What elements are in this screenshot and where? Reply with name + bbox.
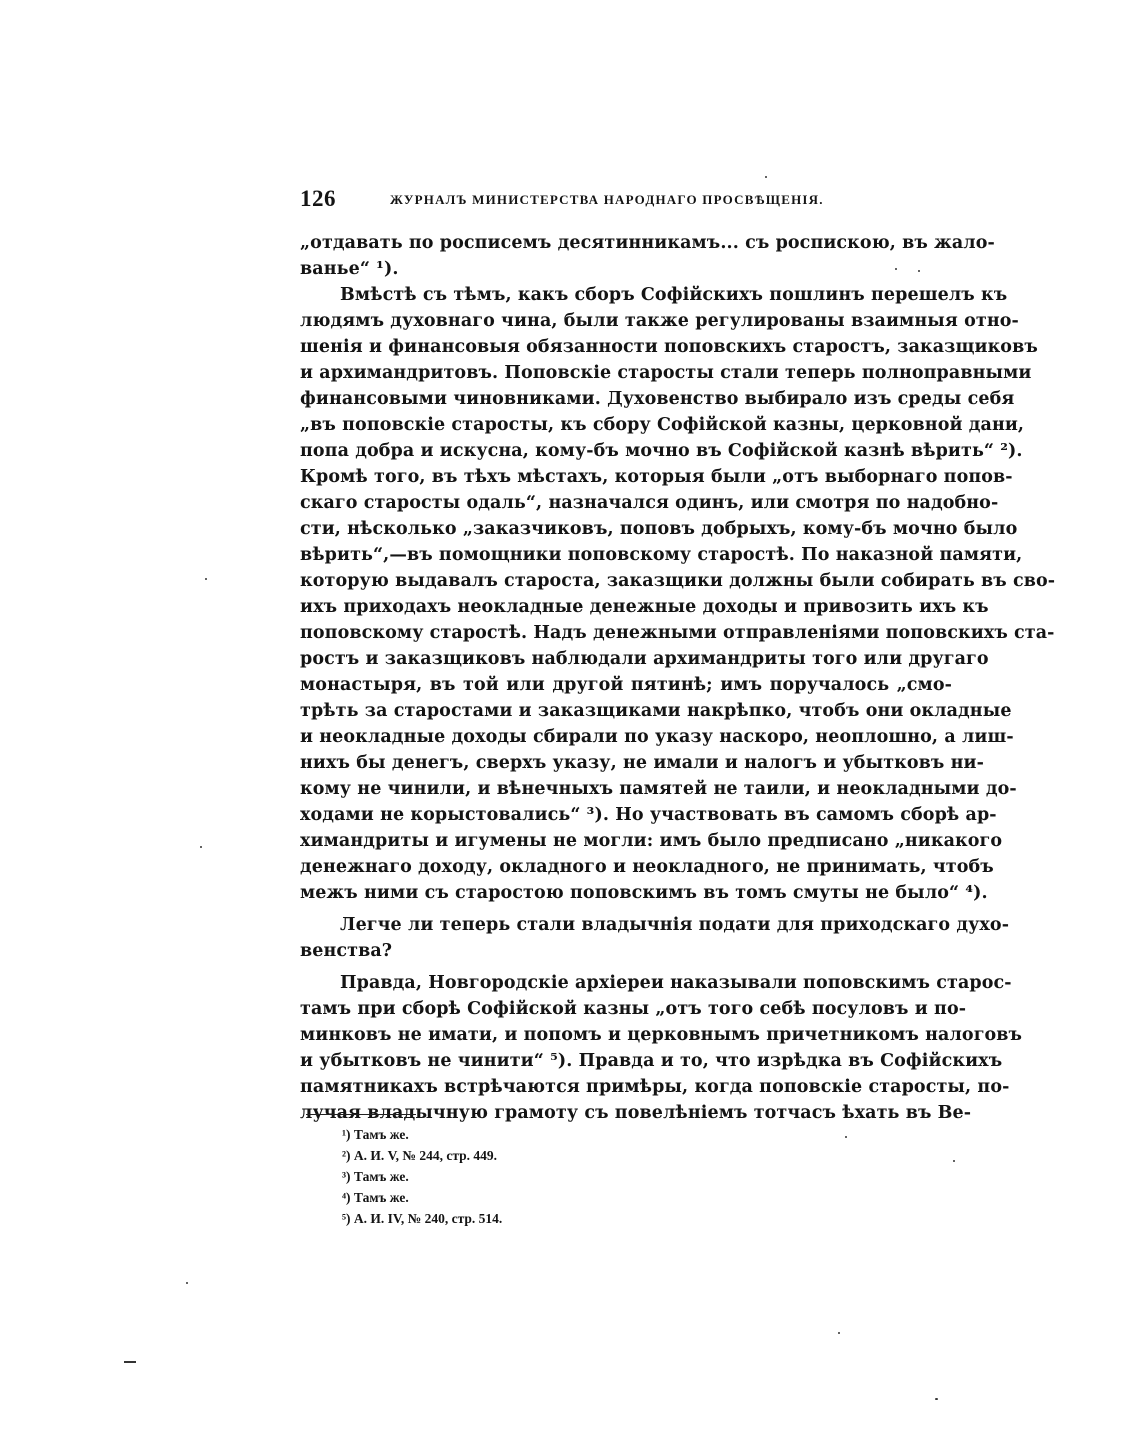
scan-speck: [200, 846, 202, 848]
scan-speck: [918, 270, 920, 272]
text-line: и архимандритовъ. Поповскіе старосты стали теперь полноправными: [300, 363, 1032, 383]
text-line: финансовыми чиновниками. Духовенство выбирало изъ среды себя: [300, 389, 1015, 409]
text-line: монастыря, въ той или другой пятинѣ; имъ поручалось „смо-: [300, 675, 952, 695]
text-line: людямъ духовнаго чина, были также регулированы взаимныя отно-: [300, 311, 1019, 331]
text-line: Легче ли теперь стали владычнія подати для приходскаго духо-: [340, 915, 1010, 935]
footnote: ¹) Тамъ же.: [342, 1127, 409, 1142]
text-line: попа добра и искусна, кому-бъ мочно въ Софійской казнѣ вѣрить“ ²).: [300, 441, 1023, 461]
text-line: ростъ и заказщиковъ наблюдали архимандриты того или другаго: [300, 649, 989, 669]
text-line: тамъ при сборѣ Софійской казны „отъ того себѣ посуловъ и по-: [300, 999, 967, 1019]
text-line: межъ ними съ старостою поповскимъ въ томъ смуты не было“ ⁴).: [300, 883, 988, 903]
text-line: ихъ приходахъ неокладные денежные доходы и привозить ихъ къ: [300, 597, 989, 617]
running-title: ЖУРНАЛЪ МИНИСТЕРСТВА НАРОДНАГО ПРОСВѢЩЕНІЯ.: [390, 192, 824, 207]
scan-speck: [205, 578, 207, 580]
text-line: и убытковъ не чинити“ ⁵). Правда и то, что изрѣдка въ Софійскихъ: [300, 1051, 1003, 1071]
text-line: венства?: [300, 941, 393, 961]
page-header: [300, 186, 952, 216]
text-line: ходами не корыстовались“ ³). Но участвовать въ самомъ сборѣ ар-: [300, 805, 997, 825]
text-line: поповскому старостѣ. Надъ денежными отправленіями поповскихъ ста-: [300, 623, 1055, 643]
text-line: минковъ не имати, и попомъ и церковнымъ причетникомъ налоговъ: [300, 1025, 1023, 1045]
text-line: трѣть за старостами и заказщиками накрѣпко, чтобъ они окладные: [300, 701, 1012, 721]
body-text: [300, 230, 1056, 1126]
scan-speck: [124, 1361, 136, 1363]
scan-speck: [935, 1398, 938, 1400]
text-line: „въ поповскіе старосты, къ сбору Софійской казны, церковной дани,: [300, 415, 1025, 435]
scan-speck: [953, 1160, 955, 1162]
text-line: кому не чинили, и вѣнечныхъ памятей не таили, и неокладными до-: [300, 779, 1017, 799]
scan-speck: [838, 1332, 840, 1334]
text-line: Вмѣстѣ съ тѣмъ, какъ сборъ Софійскихъ пошлинъ перешелъ къ: [340, 285, 1008, 305]
text-line: вѣрить“,—въ помощники поповскому старостѣ. По наказной памяти,: [300, 545, 1023, 565]
text-line: нихъ бы денегъ, сверхъ указу, не имали и налогъ и убытковъ ни-: [300, 753, 984, 773]
text-line: памятникахъ встрѣчаются примѣры, когда поповскіе старосты, по-: [300, 1077, 1010, 1097]
scan-speck: [895, 268, 897, 270]
footnote: ²) А. И. V, № 244, стр. 449.: [342, 1148, 498, 1163]
footnote-divider: [306, 1114, 416, 1115]
text-line: и неокладные доходы сбирали по указу наскоро, неоплошно, а лиш-: [300, 727, 1014, 747]
text-line: скаго старосты одаль“, назначался одинъ, или смотря по надобно-: [300, 493, 999, 513]
text-line: которую выдавалъ староста, заказщики должны были собирать въ сво-: [300, 571, 1056, 591]
text-line: „отдавать по росписемъ десятинникамъ... съ роспискою, въ жало-: [300, 233, 995, 253]
scan-speck: [845, 1136, 847, 1138]
footnotes: [342, 1124, 502, 1229]
text-line: шенія и финансовыя обязанности поповскихъ старостъ, заказщиковъ: [300, 337, 1038, 357]
footnote: ⁴) Тамъ же.: [342, 1190, 409, 1205]
scan-speck: [186, 1282, 188, 1284]
text-line: лучая владычную грамоту съ повелѣніемъ тотчасъ ѣхать въ Ве-: [300, 1103, 972, 1123]
text-line: сти, нѣсколько „заказчиковъ, поповъ добрыхъ, кому-бъ мочно было: [300, 519, 1018, 539]
text-line: денежнаго доходу, окладного и неокладного, не принимать, чтобъ: [300, 857, 994, 877]
footnote: ⁵) А. И. IV, № 240, стр. 514.: [342, 1211, 503, 1226]
page-number: 126: [300, 186, 336, 211]
text-line: Кромѣ того, въ тѣхъ мѣстахъ, которыя были „отъ выборнаго попов-: [300, 467, 1013, 487]
scan-speck: [765, 176, 767, 178]
text-line: химандриты и игумены не могли: имъ было предписано „никакого: [300, 831, 1003, 851]
footnote: ³) Тамъ же.: [342, 1169, 409, 1184]
text-line: Правда, Новгородскіе архіереи наказывали поповскимъ старос-: [340, 973, 1012, 993]
text-line: ванье“ ¹).: [300, 259, 399, 279]
